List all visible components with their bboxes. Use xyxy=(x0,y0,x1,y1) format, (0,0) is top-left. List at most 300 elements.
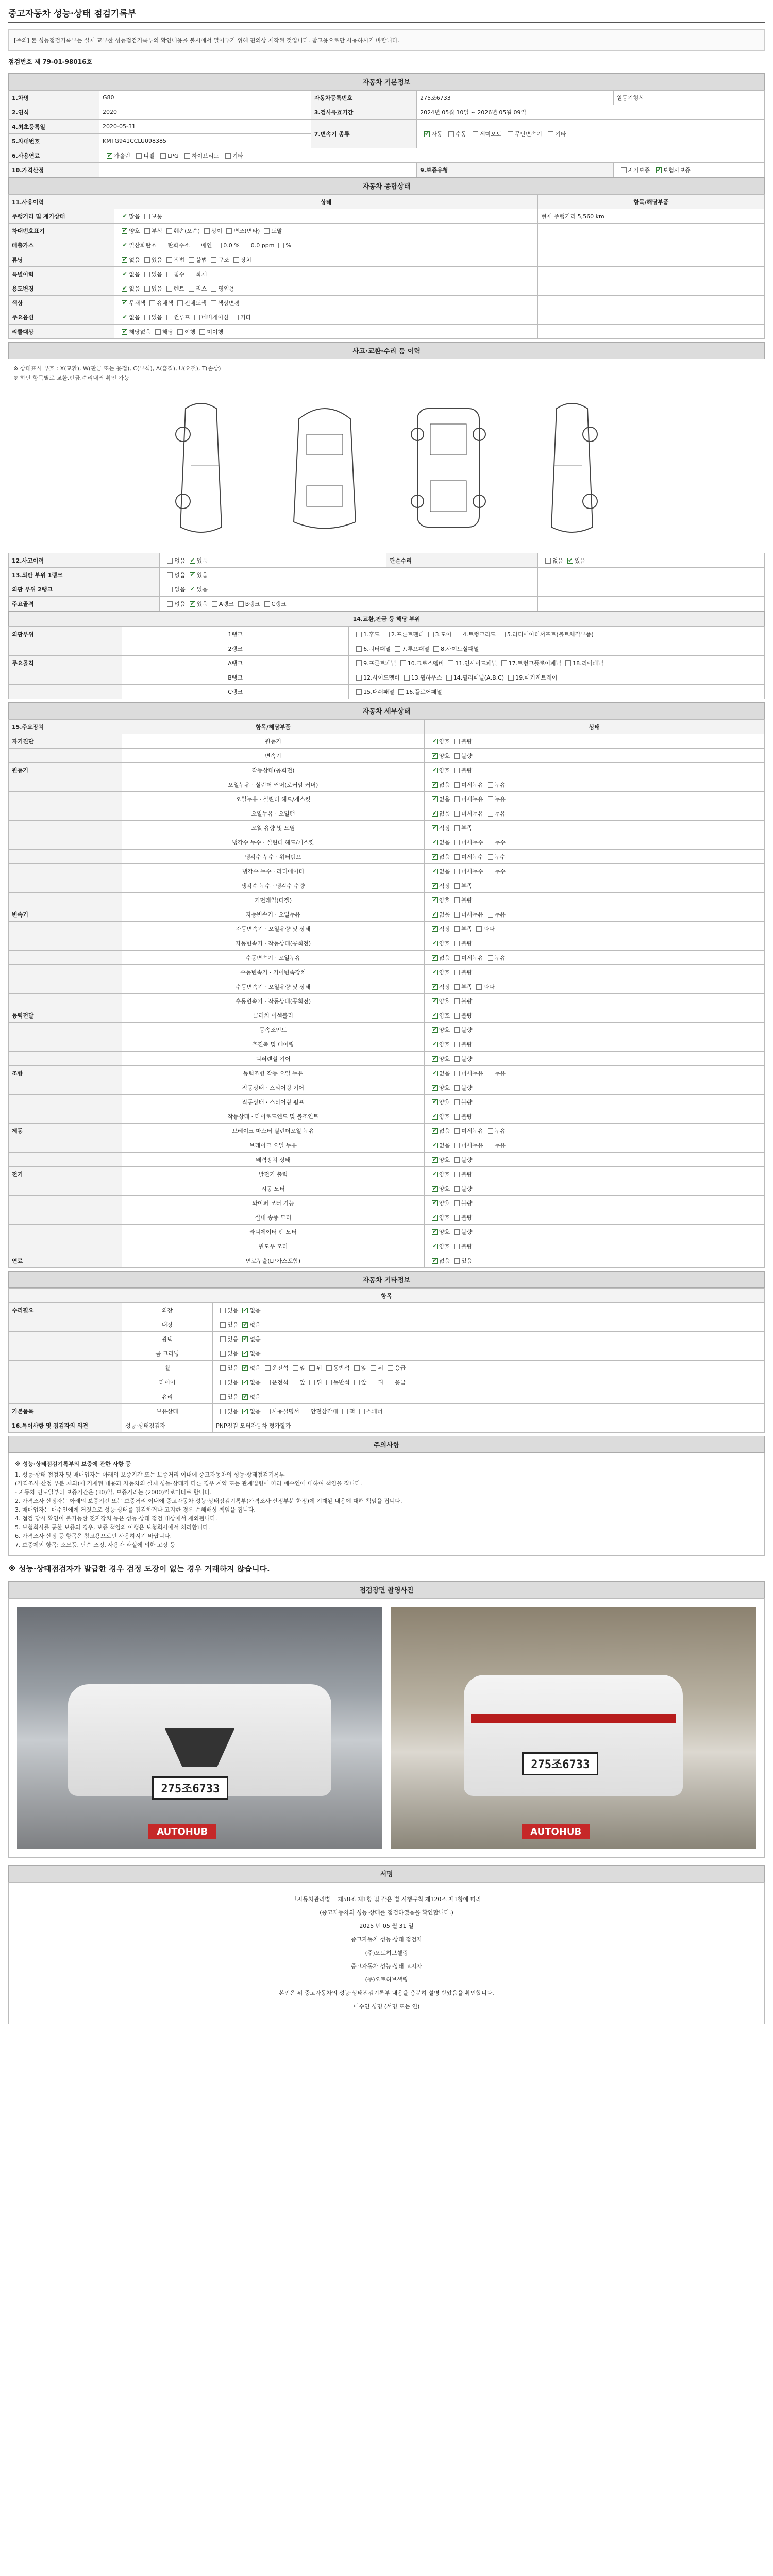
overall-option-checkbox[interactable] xyxy=(144,315,150,320)
caution-line: 7. 보증제외 항목: 소모품, 단순 조정, 사용자 과실에 의한 고장 등 xyxy=(15,1541,176,1548)
detail-status xyxy=(424,1153,764,1167)
detail-status-checkbox[interactable] xyxy=(454,1200,460,1206)
other-option-checkbox[interactable] xyxy=(359,1409,365,1414)
trans-opt-label: 수동 xyxy=(455,130,467,138)
detail-status-checkbox[interactable] xyxy=(454,1071,460,1076)
car-top-front-icon xyxy=(278,398,371,537)
detail-status-checkbox[interactable] xyxy=(432,1215,438,1221)
detail-status-checkbox[interactable] xyxy=(488,912,493,918)
accident-row-label: 13.외판 부위 1랭크 xyxy=(9,568,160,582)
overall-row-label: 배출가스 xyxy=(9,238,114,252)
other-option-checkbox[interactable] xyxy=(242,1336,248,1342)
detail-status xyxy=(424,835,764,850)
checkbox-fuel-diesel[interactable] xyxy=(136,153,142,159)
accident-option-checkbox[interactable] xyxy=(190,601,195,607)
detail-status-checkbox[interactable] xyxy=(454,984,460,990)
accident-option-checkbox[interactable] xyxy=(238,601,244,607)
overall-option-checkbox[interactable] xyxy=(177,329,183,335)
detail-status-checkbox[interactable] xyxy=(454,883,460,889)
detail-status-label: 미세누유 xyxy=(461,1070,483,1077)
detail-status-checkbox[interactable] xyxy=(432,897,438,903)
detail-status-checkbox[interactable] xyxy=(488,796,493,802)
detail-status-checkbox[interactable] xyxy=(454,739,460,744)
other-option-checkbox[interactable] xyxy=(242,1308,248,1313)
detail-row xyxy=(9,1181,765,1196)
detail-status-checkbox[interactable] xyxy=(432,1114,438,1120)
detail-status-checkbox[interactable] xyxy=(432,883,438,889)
other-option-label: 있음 xyxy=(227,1335,239,1343)
detail-status-checkbox[interactable] xyxy=(454,1244,460,1249)
detail-status-label: 불량 xyxy=(461,1243,473,1250)
detail-status-checkbox[interactable] xyxy=(432,970,438,975)
detail-status-checkbox[interactable] xyxy=(454,1027,460,1033)
detail-status-checkbox[interactable] xyxy=(432,854,438,860)
checkbox-trans-manual[interactable] xyxy=(448,131,454,137)
detail-status xyxy=(424,1138,764,1153)
other-option-label: 있음 xyxy=(227,1321,239,1328)
detail-status-checkbox[interactable] xyxy=(432,825,438,831)
overall-option-checkbox[interactable] xyxy=(211,300,216,306)
checkbox-guarantee-insurer[interactable] xyxy=(656,167,662,173)
other-option-checkbox[interactable] xyxy=(371,1380,376,1385)
overall-option-label: 무채색 xyxy=(129,299,146,307)
overall-option-checkbox[interactable] xyxy=(122,228,127,234)
overall-option-checkbox[interactable] xyxy=(204,228,210,234)
detail-status-checkbox[interactable] xyxy=(454,768,460,773)
exchange-part-label: 17.트렁크플로어패널 xyxy=(508,659,562,667)
accident-option-checkbox[interactable] xyxy=(190,587,195,592)
detail-status-label: 없음 xyxy=(439,1142,450,1149)
overall-option-checkbox[interactable] xyxy=(199,329,205,335)
exchange-part-checkbox[interactable] xyxy=(428,632,434,637)
exchange-part-checkbox[interactable] xyxy=(565,660,571,666)
exchange-part-checkbox[interactable] xyxy=(356,632,362,637)
overall-option-checkbox[interactable] xyxy=(166,315,172,320)
other-option-checkbox[interactable] xyxy=(293,1365,298,1371)
overall-option-checkbox[interactable] xyxy=(233,315,239,320)
other-body xyxy=(9,1303,765,1418)
overall-option-checkbox[interactable] xyxy=(216,243,222,248)
detail-status-checkbox[interactable] xyxy=(432,1229,438,1235)
other-option-checkbox[interactable] xyxy=(309,1365,315,1371)
detail-status-checkbox[interactable] xyxy=(454,753,460,759)
detail-status-checkbox[interactable] xyxy=(454,1143,460,1148)
overall-option-checkbox[interactable] xyxy=(211,257,216,263)
detail-status-checkbox[interactable] xyxy=(432,1172,438,1177)
overall-option-checkbox[interactable] xyxy=(211,286,216,292)
detail-status xyxy=(424,850,764,864)
sign-line: 매수인 성명 (서명 또는 인) xyxy=(353,2003,420,2010)
detail-status-checkbox[interactable] xyxy=(454,1229,460,1235)
detail-status-checkbox[interactable] xyxy=(432,869,438,874)
detail-status xyxy=(424,1167,764,1181)
overall-option-checkbox[interactable] xyxy=(244,243,249,248)
exchange-part-label: 6.쿼터패널 xyxy=(363,645,391,652)
trans-opt-label: 세미오토 xyxy=(479,130,502,138)
detail-status-checkbox[interactable] xyxy=(454,811,460,817)
detail-status-checkbox[interactable] xyxy=(432,1042,438,1047)
detail-status-checkbox[interactable] xyxy=(432,1056,438,1062)
other-option-checkbox[interactable] xyxy=(371,1365,376,1371)
detail-status-checkbox[interactable] xyxy=(432,1027,438,1033)
checkbox-fuel-gasoline[interactable] xyxy=(107,153,112,159)
other-option-checkbox[interactable] xyxy=(293,1380,298,1385)
other-option-checkbox[interactable] xyxy=(220,1380,226,1385)
exchange-parts xyxy=(349,670,765,685)
detail-status-checkbox[interactable] xyxy=(454,1157,460,1163)
exchange-part-checkbox[interactable] xyxy=(456,632,461,637)
overall-option-checkbox[interactable] xyxy=(144,257,150,263)
overall-option-checkbox[interactable] xyxy=(166,286,172,292)
detail-status-label: 미세누유 xyxy=(461,911,483,918)
lift-badge: AUTOHUB xyxy=(148,1824,216,1839)
detail-group xyxy=(9,922,122,936)
detail-status xyxy=(424,1210,764,1225)
detail-group xyxy=(9,821,122,835)
detail-status-checkbox[interactable] xyxy=(454,912,460,918)
other-option-checkbox[interactable] xyxy=(342,1409,348,1414)
other-option-checkbox[interactable] xyxy=(242,1409,248,1414)
detail-status-checkbox[interactable] xyxy=(454,1013,460,1019)
other-option-checkbox[interactable] xyxy=(220,1336,226,1342)
detail-status-checkbox[interactable] xyxy=(432,1143,438,1148)
other-option-checkbox[interactable] xyxy=(265,1409,271,1414)
checkbox-guarantee-self[interactable] xyxy=(621,167,627,173)
detail-status-checkbox[interactable] xyxy=(432,1200,438,1206)
detail-status-checkbox[interactable] xyxy=(432,1099,438,1105)
checkbox-trans-etc[interactable] xyxy=(548,131,553,137)
detail-status-checkbox[interactable] xyxy=(432,1085,438,1091)
other-option-checkbox[interactable] xyxy=(354,1365,360,1371)
detail-status-checkbox[interactable] xyxy=(454,1056,460,1062)
exchange-part-checkbox[interactable] xyxy=(356,689,362,695)
warning-text: ※ 성능·상태점검자가 발급한 경우 검정 도장이 없는 경우 거래하지 않습니다. xyxy=(8,1564,270,1573)
other-option-checkbox[interactable] xyxy=(265,1380,271,1385)
exchange-part-checkbox[interactable] xyxy=(500,632,506,637)
detail-status-checkbox[interactable] xyxy=(432,998,438,1004)
detail-status-checkbox[interactable] xyxy=(454,869,460,874)
detail-status-checkbox[interactable] xyxy=(432,1071,438,1076)
exchange-part-checkbox[interactable] xyxy=(356,660,362,666)
overall-option-checkbox[interactable] xyxy=(194,315,200,320)
detail-group xyxy=(9,1196,122,1210)
detail-status-checkbox[interactable] xyxy=(454,840,460,845)
detail-item: 냉각수 누수 · 냉각수 수량 xyxy=(122,878,425,893)
exchange-part-checkbox[interactable] xyxy=(356,675,362,681)
exchange-part-checkbox[interactable] xyxy=(501,660,507,666)
other-option-checkbox[interactable] xyxy=(220,1308,226,1313)
exchange-part-checkbox[interactable] xyxy=(356,646,362,652)
detail-status-checkbox[interactable] xyxy=(488,782,493,788)
other-option-checkbox[interactable] xyxy=(242,1351,248,1357)
exchange-rank: 1랭크 xyxy=(122,627,349,641)
detail-status-label: 없음 xyxy=(439,954,450,961)
detail-status-label: 없음 xyxy=(439,911,450,918)
detail-status xyxy=(424,777,764,792)
overall-option-label: 있음 xyxy=(151,270,162,278)
detail-status-label: 누유 xyxy=(494,1127,506,1134)
checkbox-fuel-lpg[interactable] xyxy=(160,153,166,159)
detail-status-checkbox[interactable] xyxy=(488,1071,493,1076)
legend-line: ※ 하단 항목별로 교환,판금,수리내역 확인 가능 xyxy=(13,375,129,381)
detail-status-checkbox[interactable] xyxy=(454,1215,460,1221)
overall-row-options xyxy=(114,267,538,281)
overall-option-label: 적법 xyxy=(173,256,185,263)
detail-status xyxy=(424,821,764,835)
other-option-checkbox[interactable] xyxy=(242,1380,248,1385)
car-body xyxy=(464,1675,683,1796)
overall-row-options xyxy=(114,252,538,267)
repair-option-checkbox[interactable] xyxy=(545,558,551,564)
overall-option-checkbox[interactable] xyxy=(226,228,232,234)
overall-option-label: 일산화탄소 xyxy=(129,242,157,249)
checkbox-trans-semi[interactable] xyxy=(473,131,478,137)
other-option-checkbox[interactable] xyxy=(265,1365,271,1371)
exchange-group xyxy=(9,685,122,699)
accident-option-checkbox[interactable] xyxy=(167,601,173,607)
detail-status-checkbox[interactable] xyxy=(432,796,438,802)
accident-option-checkbox[interactable] xyxy=(167,572,173,578)
exchange-part-checkbox[interactable] xyxy=(395,646,400,652)
detail-status-checkbox[interactable] xyxy=(432,1157,438,1163)
repair-option-checkbox[interactable] xyxy=(567,558,573,564)
label-year: 2.연식 xyxy=(9,105,99,120)
overall-option-checkbox[interactable] xyxy=(122,257,127,263)
other-option-checkbox[interactable] xyxy=(242,1394,248,1400)
exchange-part-checkbox[interactable] xyxy=(446,675,452,681)
detail-status-checkbox[interactable] xyxy=(476,984,482,990)
overall-option-checkbox[interactable] xyxy=(122,243,127,248)
detail-row xyxy=(9,821,765,835)
detail-status-checkbox[interactable] xyxy=(454,782,460,788)
caution-notes xyxy=(8,1453,765,1556)
checkbox-trans-auto[interactable] xyxy=(424,131,430,137)
detail-status-checkbox[interactable] xyxy=(432,1186,438,1192)
overall-option-checkbox[interactable] xyxy=(144,214,150,219)
other-option-checkbox[interactable] xyxy=(220,1409,226,1414)
accident-row-options xyxy=(160,568,386,582)
other-option-checkbox[interactable] xyxy=(326,1380,332,1385)
detail-status-checkbox[interactable] xyxy=(454,998,460,1004)
detail-status-checkbox[interactable] xyxy=(454,1172,460,1177)
detail-row xyxy=(9,922,765,936)
detail-status-label: 부족 xyxy=(461,983,473,990)
detail-status-checkbox[interactable] xyxy=(432,739,438,744)
exchange-part-checkbox[interactable] xyxy=(398,689,404,695)
repair-option-label: 없음 xyxy=(552,557,564,564)
detail-status-checkbox[interactable] xyxy=(454,1042,460,1047)
detail-status-checkbox[interactable] xyxy=(432,941,438,946)
other-option-checkbox[interactable] xyxy=(304,1409,309,1414)
overall-option-checkbox[interactable] xyxy=(155,329,161,335)
detail-status-label: 없음 xyxy=(439,868,450,875)
checkbox-fuel-hybrid[interactable] xyxy=(184,153,190,159)
overall-option-checkbox[interactable] xyxy=(149,300,155,306)
detail-status-checkbox[interactable] xyxy=(454,825,460,831)
detail-status-checkbox[interactable] xyxy=(454,1128,460,1134)
detail-status-checkbox[interactable] xyxy=(432,912,438,918)
detail-status-checkbox[interactable] xyxy=(454,854,460,860)
detail-status-checkbox[interactable] xyxy=(432,984,438,990)
overall-option-checkbox[interactable] xyxy=(233,257,239,263)
detail-status-checkbox[interactable] xyxy=(476,926,482,932)
caution-line: 3. 매매업자는 매수인에게 거짓으로 성능·상태를 점검하거나 고지한 경우 손해배상 책임을 집니다. xyxy=(15,1506,256,1513)
detail-status-checkbox[interactable] xyxy=(454,941,460,946)
accident-row-label: 주요골격 xyxy=(9,597,160,611)
detail-item: 자동변속기 · 오일유량 및 상태 xyxy=(122,922,425,936)
overall-option-checkbox[interactable] xyxy=(264,228,270,234)
sign-line: 「자동차관리법」 제58조 제1항 및 같은 법 시행규칙 제120조 제1항에 따라 xyxy=(291,1896,482,1903)
label-first-reg: 4.최초등록일 xyxy=(9,120,99,134)
overall-option-checkbox[interactable] xyxy=(122,300,127,306)
overall-option-checkbox[interactable] xyxy=(161,243,166,248)
detail-status-checkbox[interactable] xyxy=(454,1085,460,1091)
rear-photo xyxy=(391,1607,756,1849)
detail-item: 냉각수 누수 · 라디에이터 xyxy=(122,864,425,878)
exchange-part-checkbox[interactable] xyxy=(448,660,453,666)
accident-option-label: A랭크 xyxy=(219,600,234,607)
overall-option-checkbox[interactable] xyxy=(122,272,127,277)
detail-status-label: 미세누수 xyxy=(461,868,483,875)
detail-status-checkbox[interactable] xyxy=(454,1186,460,1192)
overall-option-label: 보통 xyxy=(151,213,162,220)
detail-item: 수동변속기 · 오일누유 xyxy=(122,951,425,965)
detail-status-checkbox[interactable] xyxy=(432,1128,438,1134)
other-option-checkbox[interactable] xyxy=(326,1365,332,1371)
detail-row xyxy=(9,965,765,979)
detail-status-checkbox[interactable] xyxy=(454,926,460,932)
detail-status-checkbox[interactable] xyxy=(454,1114,460,1120)
detail-status-checkbox[interactable] xyxy=(432,1258,438,1264)
detail-status-label: 불량 xyxy=(461,767,473,774)
accident-row-label: 12.사고이력 xyxy=(9,553,160,568)
overall-row-part xyxy=(537,224,764,238)
detail-status-label: 양호 xyxy=(439,767,450,774)
overall-option-checkbox[interactable] xyxy=(177,300,183,306)
overall-option-label: 기타 xyxy=(240,314,251,321)
overall-option-checkbox[interactable] xyxy=(122,315,127,320)
checkbox-fuel-etc[interactable] xyxy=(225,153,231,159)
detail-status-checkbox[interactable] xyxy=(454,897,460,903)
detail-status-checkbox[interactable] xyxy=(432,926,438,932)
other-option-checkbox[interactable] xyxy=(220,1322,226,1328)
overall-option-checkbox[interactable] xyxy=(194,243,199,248)
detail-status-label: 불량 xyxy=(461,738,473,745)
detail-item: 클러치 어셈블리 xyxy=(122,1008,425,1023)
overall-option-checkbox[interactable] xyxy=(144,272,150,277)
other-option-checkbox[interactable] xyxy=(220,1394,226,1400)
overall-option-checkbox[interactable] xyxy=(189,272,194,277)
detail-status-checkbox[interactable] xyxy=(432,782,438,788)
overall-option-checkbox[interactable] xyxy=(144,228,150,234)
detail-status-label: 양호 xyxy=(439,1171,450,1178)
other-option-checkbox[interactable] xyxy=(309,1380,315,1385)
detail-status-checkbox[interactable] xyxy=(432,811,438,817)
detail-status-checkbox[interactable] xyxy=(488,869,493,874)
overall-option-label: 많음 xyxy=(129,213,140,220)
detail-status-checkbox[interactable] xyxy=(454,796,460,802)
overall-option-checkbox[interactable] xyxy=(189,257,194,263)
detail-status-checkbox[interactable] xyxy=(488,1143,493,1148)
exchange-part-checkbox[interactable] xyxy=(384,632,390,637)
detail-status-label: 없음 xyxy=(439,781,450,788)
detail-status-label: 미세누유 xyxy=(461,1142,483,1149)
other-option-checkbox[interactable] xyxy=(242,1365,248,1371)
detail-status-checkbox[interactable] xyxy=(454,1099,460,1105)
overall-option-label: 침수 xyxy=(173,270,185,278)
accident-option-checkbox[interactable] xyxy=(212,601,217,607)
other-option-label: 응급 xyxy=(394,1379,406,1386)
accident-option-checkbox[interactable] xyxy=(167,558,173,564)
detail-status-checkbox[interactable] xyxy=(488,854,493,860)
detail-status-checkbox[interactable] xyxy=(432,1013,438,1019)
detail-status-checkbox[interactable] xyxy=(488,955,493,961)
detail-item: 윈도우 모터 xyxy=(122,1239,425,1253)
detail-status-checkbox[interactable] xyxy=(488,1128,493,1134)
detail-row xyxy=(9,1210,765,1225)
exchange-part-checkbox[interactable] xyxy=(404,675,410,681)
detail-item: 브레이크 오일 누유 xyxy=(122,1138,425,1153)
exchange-part-checkbox[interactable] xyxy=(508,675,514,681)
detail-status-checkbox[interactable] xyxy=(454,1258,460,1264)
overall-option-checkbox[interactable] xyxy=(144,286,150,292)
detail-item: 변속기 xyxy=(122,749,425,763)
detail-status-checkbox[interactable] xyxy=(488,840,493,845)
overall-table xyxy=(8,194,765,339)
section-detail: 자동차 세부상태 xyxy=(8,702,765,719)
accident-option-checkbox[interactable] xyxy=(190,572,195,578)
detail-status-checkbox[interactable] xyxy=(454,955,460,961)
detail-status xyxy=(424,1080,764,1095)
other-option-checkbox[interactable] xyxy=(354,1380,360,1385)
other-option-label: 뒤 xyxy=(316,1379,322,1386)
detail-status-checkbox[interactable] xyxy=(432,955,438,961)
overall-option-checkbox[interactable] xyxy=(166,228,172,234)
exchange-part-checkbox[interactable] xyxy=(400,660,406,666)
value-inspect: 2024년 05월 10일 ~ 2026년 05월 09일 xyxy=(417,105,765,120)
overall-option-checkbox[interactable] xyxy=(122,214,127,219)
checkbox-trans-cvt[interactable] xyxy=(508,131,513,137)
detail-status-checkbox[interactable] xyxy=(432,1244,438,1249)
detail-status-checkbox[interactable] xyxy=(432,768,438,773)
exchange-part-label: 1.후드 xyxy=(363,631,380,638)
overall-option-checkbox[interactable] xyxy=(166,257,172,263)
exchange-part-checkbox[interactable] xyxy=(433,646,439,652)
overall-option-checkbox[interactable] xyxy=(122,286,127,292)
other-option-checkbox[interactable] xyxy=(388,1365,393,1371)
detail-status-checkbox[interactable] xyxy=(432,840,438,845)
detail-row xyxy=(9,1109,765,1124)
other-option-checkbox[interactable] xyxy=(242,1322,248,1328)
detail-status-checkbox[interactable] xyxy=(432,753,438,759)
accident-option-checkbox[interactable] xyxy=(167,587,173,592)
detail-status xyxy=(424,1109,764,1124)
detail-status-checkbox[interactable] xyxy=(488,811,493,817)
accident-option-checkbox[interactable] xyxy=(190,558,195,564)
guarantee-options xyxy=(613,163,764,177)
lift-badge: AUTOHUB xyxy=(522,1824,590,1839)
overall-option-checkbox[interactable] xyxy=(166,272,172,277)
other-option-checkbox[interactable] xyxy=(220,1351,226,1357)
detail-status-checkbox[interactable] xyxy=(454,970,460,975)
overall-option-checkbox[interactable] xyxy=(278,243,284,248)
other-option-checkbox[interactable] xyxy=(388,1380,393,1385)
other-option-checkbox[interactable] xyxy=(220,1365,226,1371)
other-option-label: 없음 xyxy=(249,1379,261,1386)
overall-option-checkbox[interactable] xyxy=(122,329,127,335)
overall-option-checkbox[interactable] xyxy=(189,286,194,292)
accident-option-checkbox[interactable] xyxy=(264,601,270,607)
